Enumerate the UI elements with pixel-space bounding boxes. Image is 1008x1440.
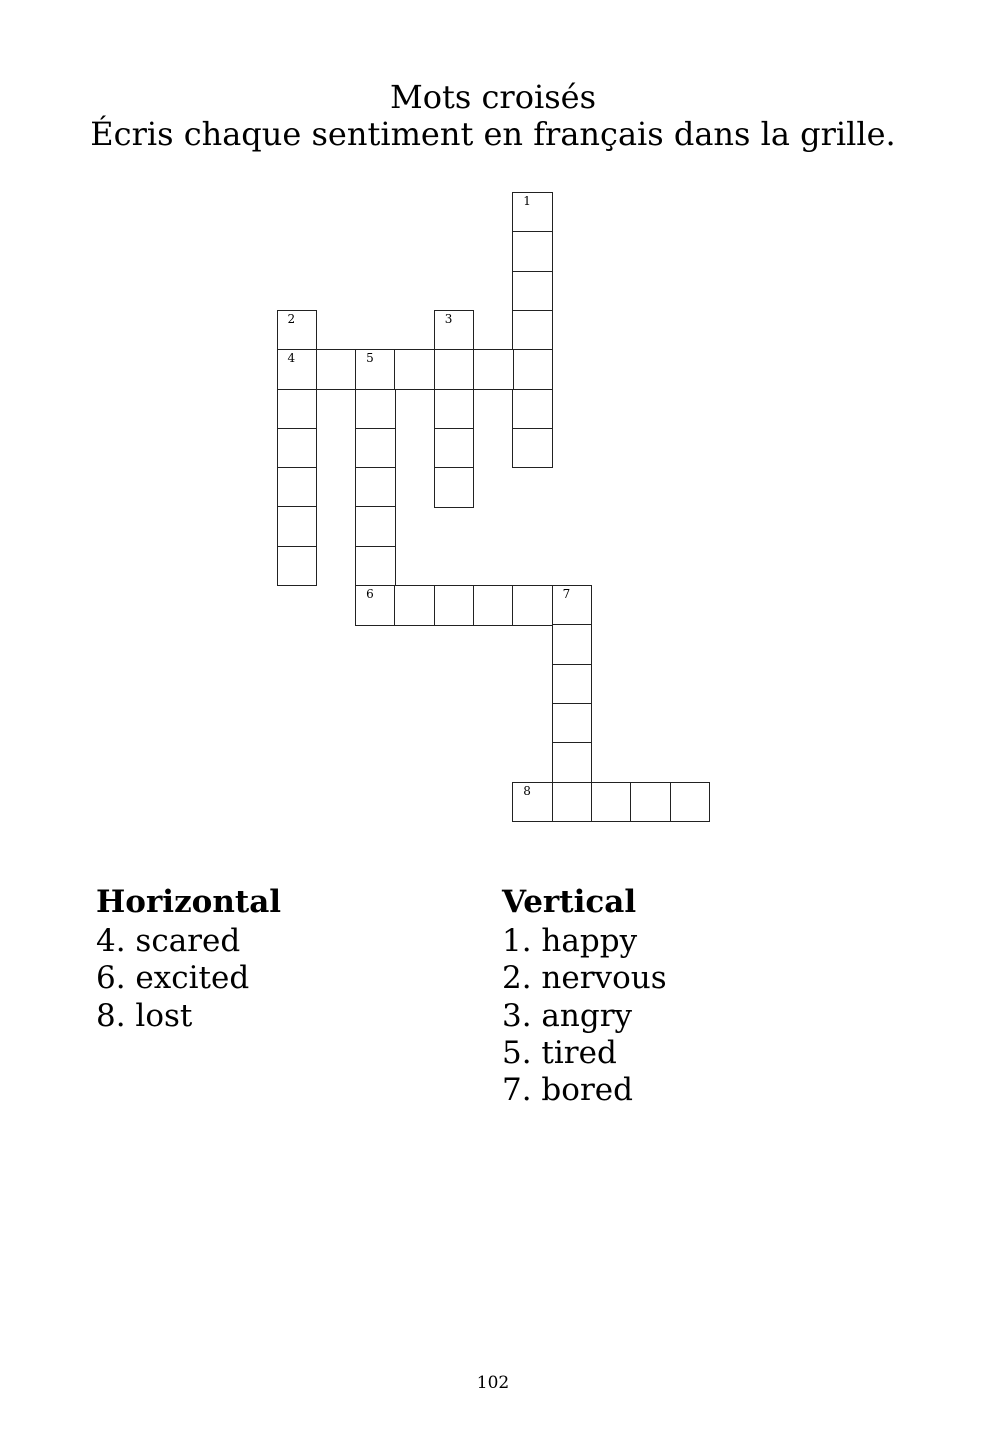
crossword-cell[interactable] <box>512 428 553 469</box>
vertical-heading: Vertical <box>502 884 637 920</box>
crossword-cell[interactable] <box>552 703 593 744</box>
clue-number: 7 <box>562 587 571 601</box>
crossword-cell[interactable] <box>473 349 514 390</box>
crossword-cell[interactable] <box>552 742 593 783</box>
page-number: 102 <box>476 1373 510 1393</box>
crossword-cell[interactable] <box>552 624 593 665</box>
crossword-cell[interactable] <box>355 546 396 587</box>
instructions: Écris chaque sentiment en français dans la grille. <box>90 115 896 153</box>
crossword-cell[interactable] <box>355 506 396 547</box>
clue-number: 8 <box>523 783 531 798</box>
crossword-cell[interactable] <box>512 389 553 430</box>
crossword-cell[interactable] <box>394 349 435 390</box>
crossword-cell[interactable] <box>434 389 475 430</box>
crossword-cell[interactable] <box>473 585 514 626</box>
crossword-cell[interactable] <box>552 585 593 626</box>
crossword-cell[interactable] <box>355 349 396 390</box>
crossword-cell[interactable] <box>512 782 553 823</box>
crossword-cell[interactable] <box>394 585 435 626</box>
clue-number: 3 <box>444 311 453 326</box>
crossword-cell[interactable] <box>277 546 318 587</box>
page-title: Mots croisés <box>390 78 596 116</box>
crossword-cell[interactable] <box>277 389 318 430</box>
clue-across: 4. scared <box>96 923 241 959</box>
clue-number: 6 <box>366 587 374 601</box>
clue-number: 2 <box>287 311 296 326</box>
clue-down: 2. nervous <box>502 960 667 997</box>
crossword-cell[interactable] <box>277 310 318 351</box>
clue-down: 5. tired <box>502 1034 617 1071</box>
horizontal-clues <box>96 882 281 1035</box>
crossword-cell[interactable] <box>512 585 553 626</box>
clue-number: 1 <box>523 194 531 208</box>
horizontal-heading: Horizontal <box>96 884 282 920</box>
crossword-cell[interactable] <box>355 389 396 430</box>
crossword-cell[interactable] <box>512 349 553 390</box>
crossword-cell[interactable] <box>434 349 475 390</box>
crossword-cell[interactable] <box>512 231 553 272</box>
clue-across: 8. lost <box>96 997 193 1034</box>
crossword-cell[interactable] <box>552 664 593 705</box>
crossword-cell[interactable] <box>277 467 318 508</box>
crossword-cell[interactable] <box>355 585 396 626</box>
crossword-cell[interactable] <box>434 467 475 508</box>
crossword-cell[interactable] <box>591 782 632 823</box>
crossword-cell[interactable] <box>277 428 318 469</box>
crossword-cell[interactable] <box>512 310 553 351</box>
crossword-cell[interactable] <box>434 310 475 351</box>
crossword-cell[interactable] <box>355 428 396 469</box>
clue-number: 4 <box>287 351 296 366</box>
crossword-cell[interactable] <box>512 271 553 312</box>
crossword-cell[interactable] <box>434 585 475 626</box>
crossword-cell[interactable] <box>316 349 357 390</box>
clue-down: 7. bored <box>502 1072 633 1109</box>
crossword-cell[interactable] <box>670 782 711 823</box>
crossword-cell[interactable] <box>277 349 318 390</box>
crossword-cell[interactable] <box>434 428 475 469</box>
crossword-cell[interactable] <box>355 467 396 508</box>
crossword-cell[interactable] <box>277 506 318 547</box>
clue-down: 1. happy <box>502 923 638 959</box>
clue-across: 6. excited <box>96 960 250 997</box>
crossword-cell[interactable] <box>552 782 593 823</box>
clue-number: 5 <box>366 351 374 366</box>
clue-down: 3. angry <box>502 997 633 1034</box>
crossword-cell[interactable] <box>512 192 553 233</box>
vertical-clues <box>502 882 667 1109</box>
crossword-cell[interactable] <box>630 782 671 823</box>
